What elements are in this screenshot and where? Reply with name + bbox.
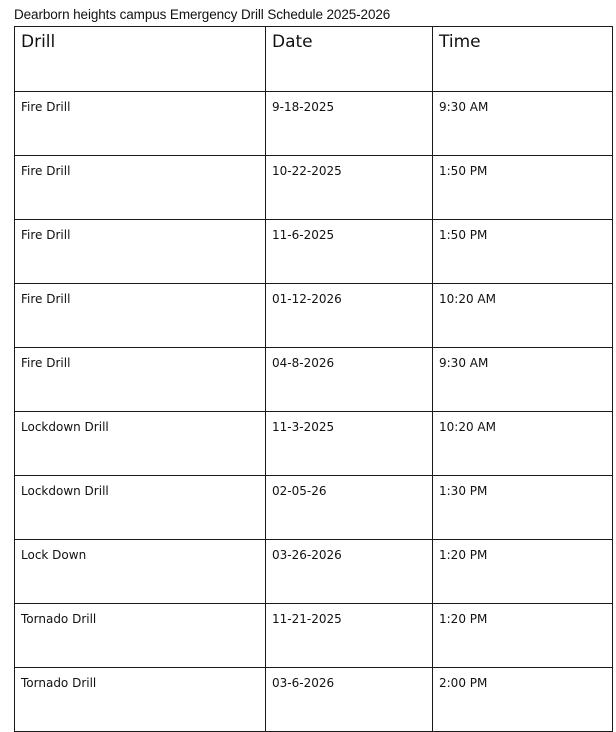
- drill-schedule-table: [14, 26, 613, 732]
- table-row: [15, 476, 613, 540]
- cell-date: 02-05-26: [266, 476, 433, 540]
- cell-time: 1:50 PM: [433, 220, 613, 284]
- cell-date: 11-3-2025: [266, 412, 433, 476]
- cell-drill: Lockdown Drill: [15, 412, 266, 476]
- cell-time: 1:20 PM: [433, 604, 613, 668]
- cell-date: 03-6-2026: [266, 668, 433, 732]
- table-row: [15, 156, 613, 220]
- table-header-row: [15, 27, 613, 92]
- cell-date: 04-8-2026: [266, 348, 433, 412]
- cell-time: 10:20 AM: [433, 412, 613, 476]
- cell-drill: Fire Drill: [15, 220, 266, 284]
- cell-drill: Tornado Drill: [15, 604, 266, 668]
- cell-drill: Fire Drill: [15, 92, 266, 156]
- cell-drill: Fire Drill: [15, 348, 266, 412]
- header-time: Time: [433, 27, 613, 92]
- table-row: [15, 540, 613, 604]
- cell-date: 9-18-2025: [266, 92, 433, 156]
- table-row: [15, 412, 613, 476]
- cell-drill: Lock Down: [15, 540, 266, 604]
- cell-drill: Fire Drill: [15, 156, 266, 220]
- cell-drill: Lockdown Drill: [15, 476, 266, 540]
- table-row: [15, 92, 613, 156]
- table-row: [15, 668, 613, 732]
- table-row: [15, 284, 613, 348]
- cell-date: 10-22-2025: [266, 156, 433, 220]
- cell-time: 10:20 AM: [433, 284, 613, 348]
- cell-date: 11-6-2025: [266, 220, 433, 284]
- cell-time: 1:30 PM: [433, 476, 613, 540]
- header-drill: Drill: [15, 27, 266, 92]
- cell-drill: Fire Drill: [15, 284, 266, 348]
- header-date: Date: [266, 27, 433, 92]
- cell-drill: Tornado Drill: [15, 668, 266, 732]
- cell-time: 9:30 AM: [433, 348, 613, 412]
- cell-time: 1:20 PM: [433, 540, 613, 604]
- cell-date: 01-12-2026: [266, 284, 433, 348]
- document-title: Dearborn heights campus Emergency Drill Schedule 2025-2026: [14, 7, 391, 22]
- cell-date: 03-26-2026: [266, 540, 433, 604]
- cell-date: 11-21-2025: [266, 604, 433, 668]
- table-row: [15, 604, 613, 668]
- cell-time: 9:30 AM: [433, 92, 613, 156]
- cell-time: 2:00 PM: [433, 668, 613, 732]
- table-row: [15, 220, 613, 284]
- table-row: [15, 348, 613, 412]
- cell-time: 1:50 PM: [433, 156, 613, 220]
